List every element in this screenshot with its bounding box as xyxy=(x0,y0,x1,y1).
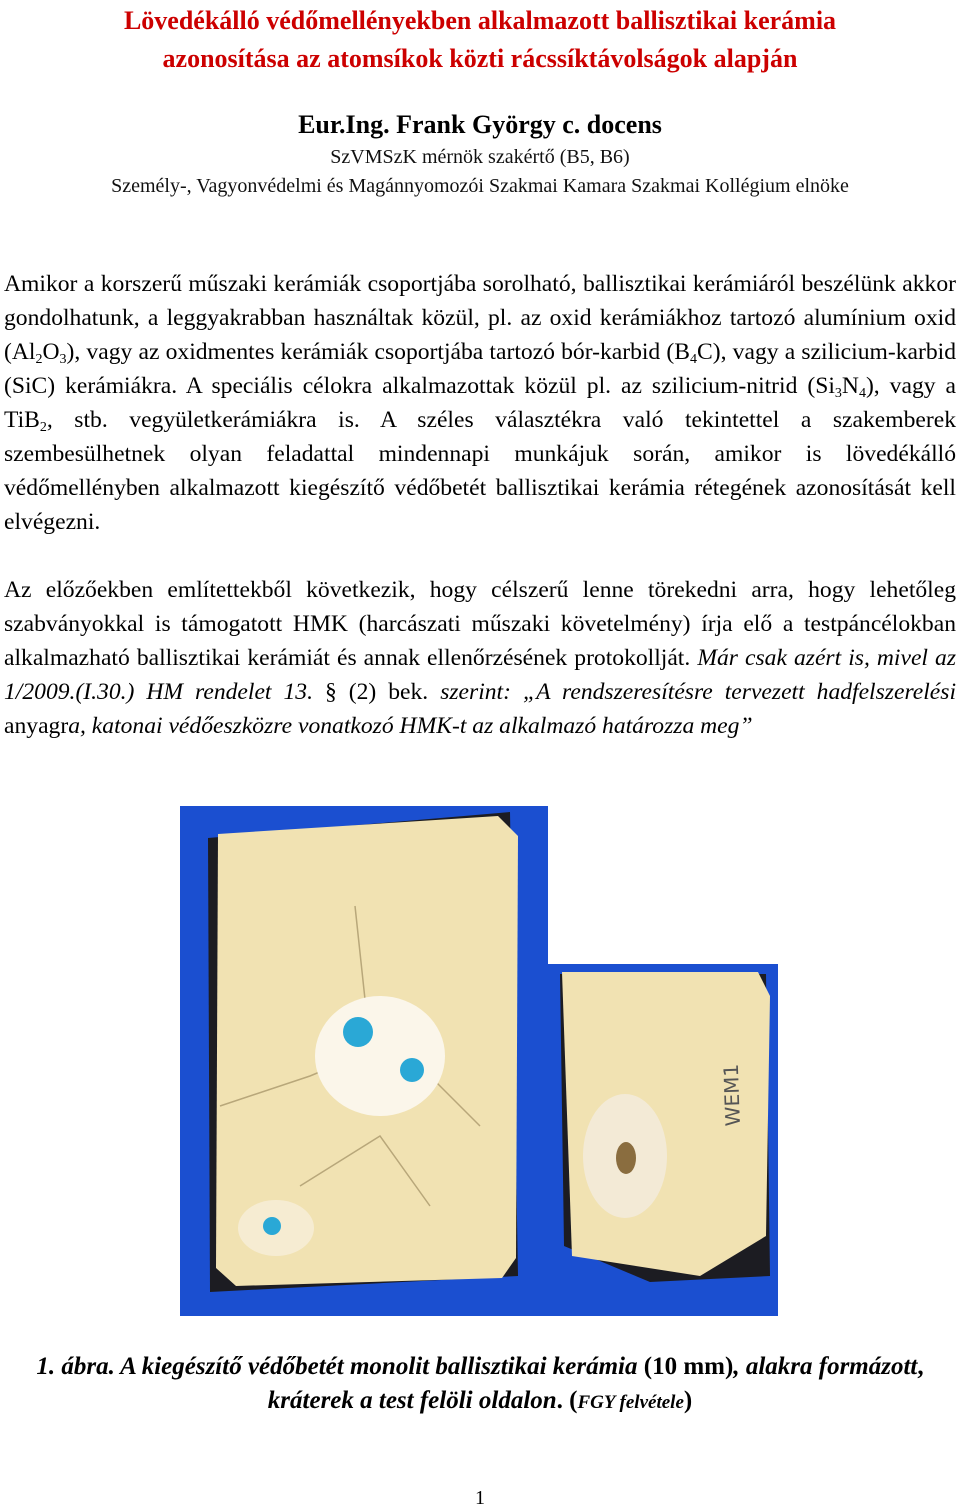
italic-text: Már csak azért is, mivel az 1/2009.(I.30.) HM rendelet 13. xyxy=(4,645,957,705)
title-line-1: Lövedékálló védőmellényekben alkalmazott ballisztikai kerámia xyxy=(123,6,837,35)
title-line-2: azonosítása az atomsíkok közti rácssíktávolságok alapján xyxy=(162,44,798,73)
caption-text: . ( xyxy=(556,1387,578,1414)
figure-caption xyxy=(0,1350,960,1420)
crater-4 xyxy=(616,1142,636,1174)
italic-text: a, katonai védőeszközre vonatkozó HMK-t az alkalmazó határozza meg” xyxy=(68,713,753,739)
subscript: 2 xyxy=(39,420,47,435)
page-number: 1 xyxy=(475,1487,485,1509)
paragraph-text: C), vagy a szilicium-karbid (SiC) kerámiákra. A speciális célokra alkalmazottak közül pl. az szilicium-nitrid (Si xyxy=(4,339,956,399)
affiliation-line-1: SzVMSzK mérnök szakértő (B5, B6) xyxy=(330,146,630,168)
caption-text: 1. ábra. A kiegészítő védőbetét monolit ballisztikai kerámia xyxy=(36,1353,644,1380)
paragraph-hmk xyxy=(4,573,956,743)
paragraph-text: N xyxy=(841,373,859,399)
paragraph-text: Amikor a korszerű műszaki kerámiák csoportjába sorolható, ballisztikai kerámiáról beszélünk akkor gondolhatunk, a leggyakrabban használtak közül, pl. az oxid kerámiákhoz tartozó alumínium oxid (Al xyxy=(4,271,956,365)
subscript: 3 xyxy=(59,352,67,367)
caption-text: ) xyxy=(683,1387,693,1414)
paragraph-text: Az előzőekben említettekből következik, hogy célszerű lenne törekedni arra, hogy lehetőleg szabványokkal is támogatott HMK (harcászati műszaki követelmény) írja elő a testpáncélokban alkalmazható ballisztikai kerámiát és annak ellenőrzésének protokollját. xyxy=(4,577,956,671)
caption-text: kráterek a test felöli oldalon xyxy=(267,1387,557,1414)
crater-3 xyxy=(263,1217,281,1235)
caption-text: , xyxy=(917,1353,924,1380)
caption-text: (10 mm) xyxy=(643,1353,734,1380)
caption-credit: FGY felvétele xyxy=(577,1392,684,1413)
crater-2 xyxy=(400,1058,424,1082)
document-title xyxy=(0,2,960,78)
subscript: 2 xyxy=(35,352,43,367)
paragraph-text: , stb. vegyületkerámiákra is. A széles választékra való tekintettel a szakemberek szembesülhetnek olyan feladattal mindennapi munkájuk során, amikor is lövedékálló védőmellényben alkalmazott kiegészítő védőbetét ballisztikai kerámia rétegének azonosítását kell elvégezni. xyxy=(4,407,956,535)
italic-text: szerint: „A rendszeresítésre tervezett hadfelszerelési xyxy=(428,679,956,705)
paragraph-text: ), vagy az oxidmentes kerámiák csoportjába tartozó bór-karbid (B xyxy=(66,339,690,365)
subscript: 4 xyxy=(690,352,697,367)
paragraph-text: ), vagy a TiB xyxy=(4,373,956,433)
subscript: 3 xyxy=(834,386,842,401)
subscript: 4 xyxy=(858,386,866,401)
plate-marking: WEM1 xyxy=(718,1063,745,1127)
affiliation-line-2: Személy-, Vagyonvédelmi és Magánnyomozói Szakmai Kamara Szakmai Kollégium elnöke xyxy=(111,175,849,197)
author: Eur.Ing. Frank György c. docens xyxy=(298,110,662,139)
spall-area xyxy=(315,996,445,1116)
ceramic-plate-photo xyxy=(180,806,778,1316)
paragraph-text: anyagr xyxy=(4,713,69,739)
paragraph-text: § (2) bek. xyxy=(312,679,429,705)
crater-1 xyxy=(343,1017,373,1047)
paragraph-text: O xyxy=(42,339,60,365)
paragraph-intro xyxy=(4,267,956,539)
caption-text: , alakra formázott xyxy=(733,1353,918,1380)
